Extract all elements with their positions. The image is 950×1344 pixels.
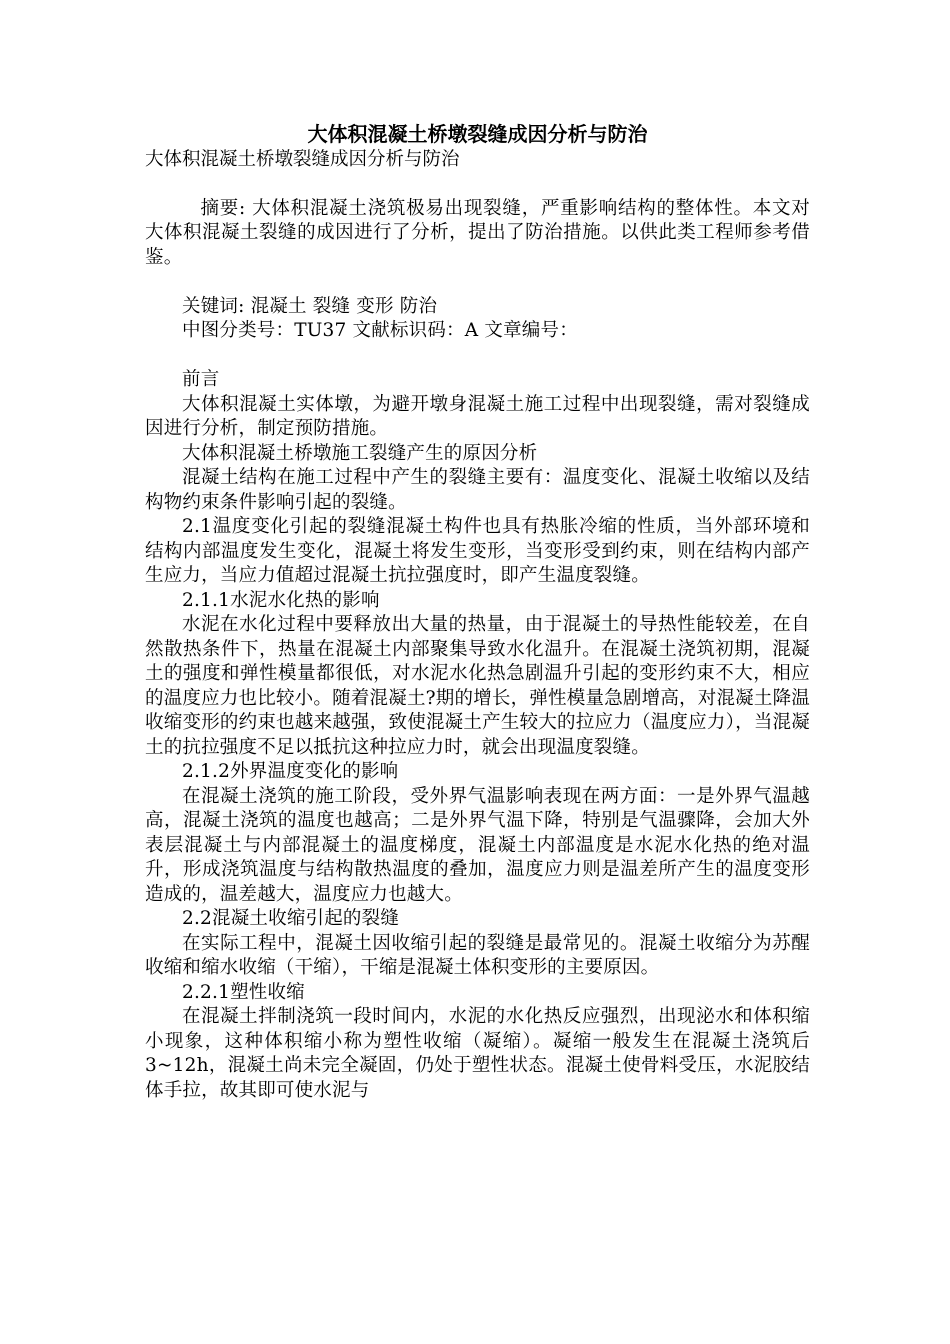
section-2-1-2-heading: 2.1.2外界温度变化的影响 xyxy=(182,761,399,782)
section-2-2-paragraph: 在实际工程中，混凝土因收缩引起的裂缝是最常见的。混凝土收缩分为苏醒收缩和缩水收缩（干缩），干缩是混凝土体积变形的主要原因。 xyxy=(145,932,810,978)
keywords-line: 关键词: 混凝土 裂缝 变形 防治 xyxy=(182,295,438,317)
section-2-2-1-paragraph: 在混凝土拌制浇筑一段时间内，水泥的水化热反应强烈，出现泌水和体积缩小现象，这种体积缩小称为塑性收缩（凝缩）。凝缩一般发生在混凝土浇筑后3~12h，混凝土尚未完全凝固，仍处于塑性状态。混凝土使骨料受压，水泥胶结体手拉，故其即可使水泥与 xyxy=(145,1006,810,1101)
document-title: 大体积混凝土桥墩裂缝成因分析与防治 xyxy=(307,122,648,146)
abstract-paragraph: 摘要: 大体积混凝土浇筑极易出现裂缝，严重影响结构的整体性。本文对大体积混凝土裂缝的成因进行了分析，提出了防治措施。以供此类工程师参考借鉴。 xyxy=(145,197,810,268)
spacer xyxy=(145,270,810,295)
section-2-2-1-heading: 2.2.1塑性收缩 xyxy=(182,981,305,1003)
spacer xyxy=(145,172,810,197)
preface-paragraph: 大体积混凝土实体墩，为避开墩身混凝土施工过程中出现裂缝，需对裂缝成因进行分析，制定预防措施。 xyxy=(145,393,810,439)
section-2-1-1-heading: 2.1.1水泥水化热的影响 xyxy=(182,589,380,611)
section-2-1-2-paragraph: 在混凝土浇筑的施工阶段，受外界气温影响表现在两方面：一是外界气温越高，混凝土浇筑的温度也越高；二是外界气温下降，特别是气温骤降，会加大外表层混凝土与内部混凝土的温度梯度，混凝土内部温度是水泥水化热的绝对温升，形成浇筑温度与结构散热温度的叠加，温度应力则是温差所产生的温度变形造成的，温差越大，温度应力也越大。 xyxy=(145,785,810,905)
section-2-1-paragraph: 2.1温度变化引起的裂缝混凝土构件也具有热胀冷缩的性质，当外部环境和结构内部温度发生变化，混凝土将发生变形，当变形受到约束，则在结构内部产生应力，当应力值超过混凝土抗拉强度时，即产生温度裂缝。 xyxy=(145,516,810,586)
cause-heading: 大体积混凝土桥墩施工裂缝产生的原因分析 xyxy=(182,442,538,464)
document-page xyxy=(145,120,810,1103)
preface-heading: 前言 xyxy=(182,369,220,390)
section-2-2-heading: 2.2混凝土收缩引起的裂缝 xyxy=(182,908,400,929)
classification-line: 中图分类号：TU37 文献标识码：A 文章编号： xyxy=(182,320,578,341)
cause-intro-paragraph: 混凝土结构在施工过程中产生的裂缝主要有：温度变化、混凝土收缩以及结构物约束条件影响引起的裂缝。 xyxy=(145,467,810,513)
spacer xyxy=(145,344,810,369)
section-2-1-1-paragraph: 水泥在水化过程中要释放出大量的热量，由于混凝土的导热性能较差，在自然散热条件下，热量在混凝土内部聚集导致水化温升。在混凝土浇筑初期，混凝土的强度和弹性模量都很低，对水泥水化热急剧温升引起的变形约束不大，相应的温度应力也比较小。随着混凝土?期的增长，弹性模量急剧增高，对混凝土降温收缩变形的约束也越来越强，致使混凝土产生较大的拉应力（温度应力），当混凝土的抗拉强度不足以抵抗这种拉应力时，就会出现温度裂缝。 xyxy=(145,614,810,758)
document-subtitle: 大体积混凝土桥墩裂缝成因分析与防治 xyxy=(145,149,460,170)
